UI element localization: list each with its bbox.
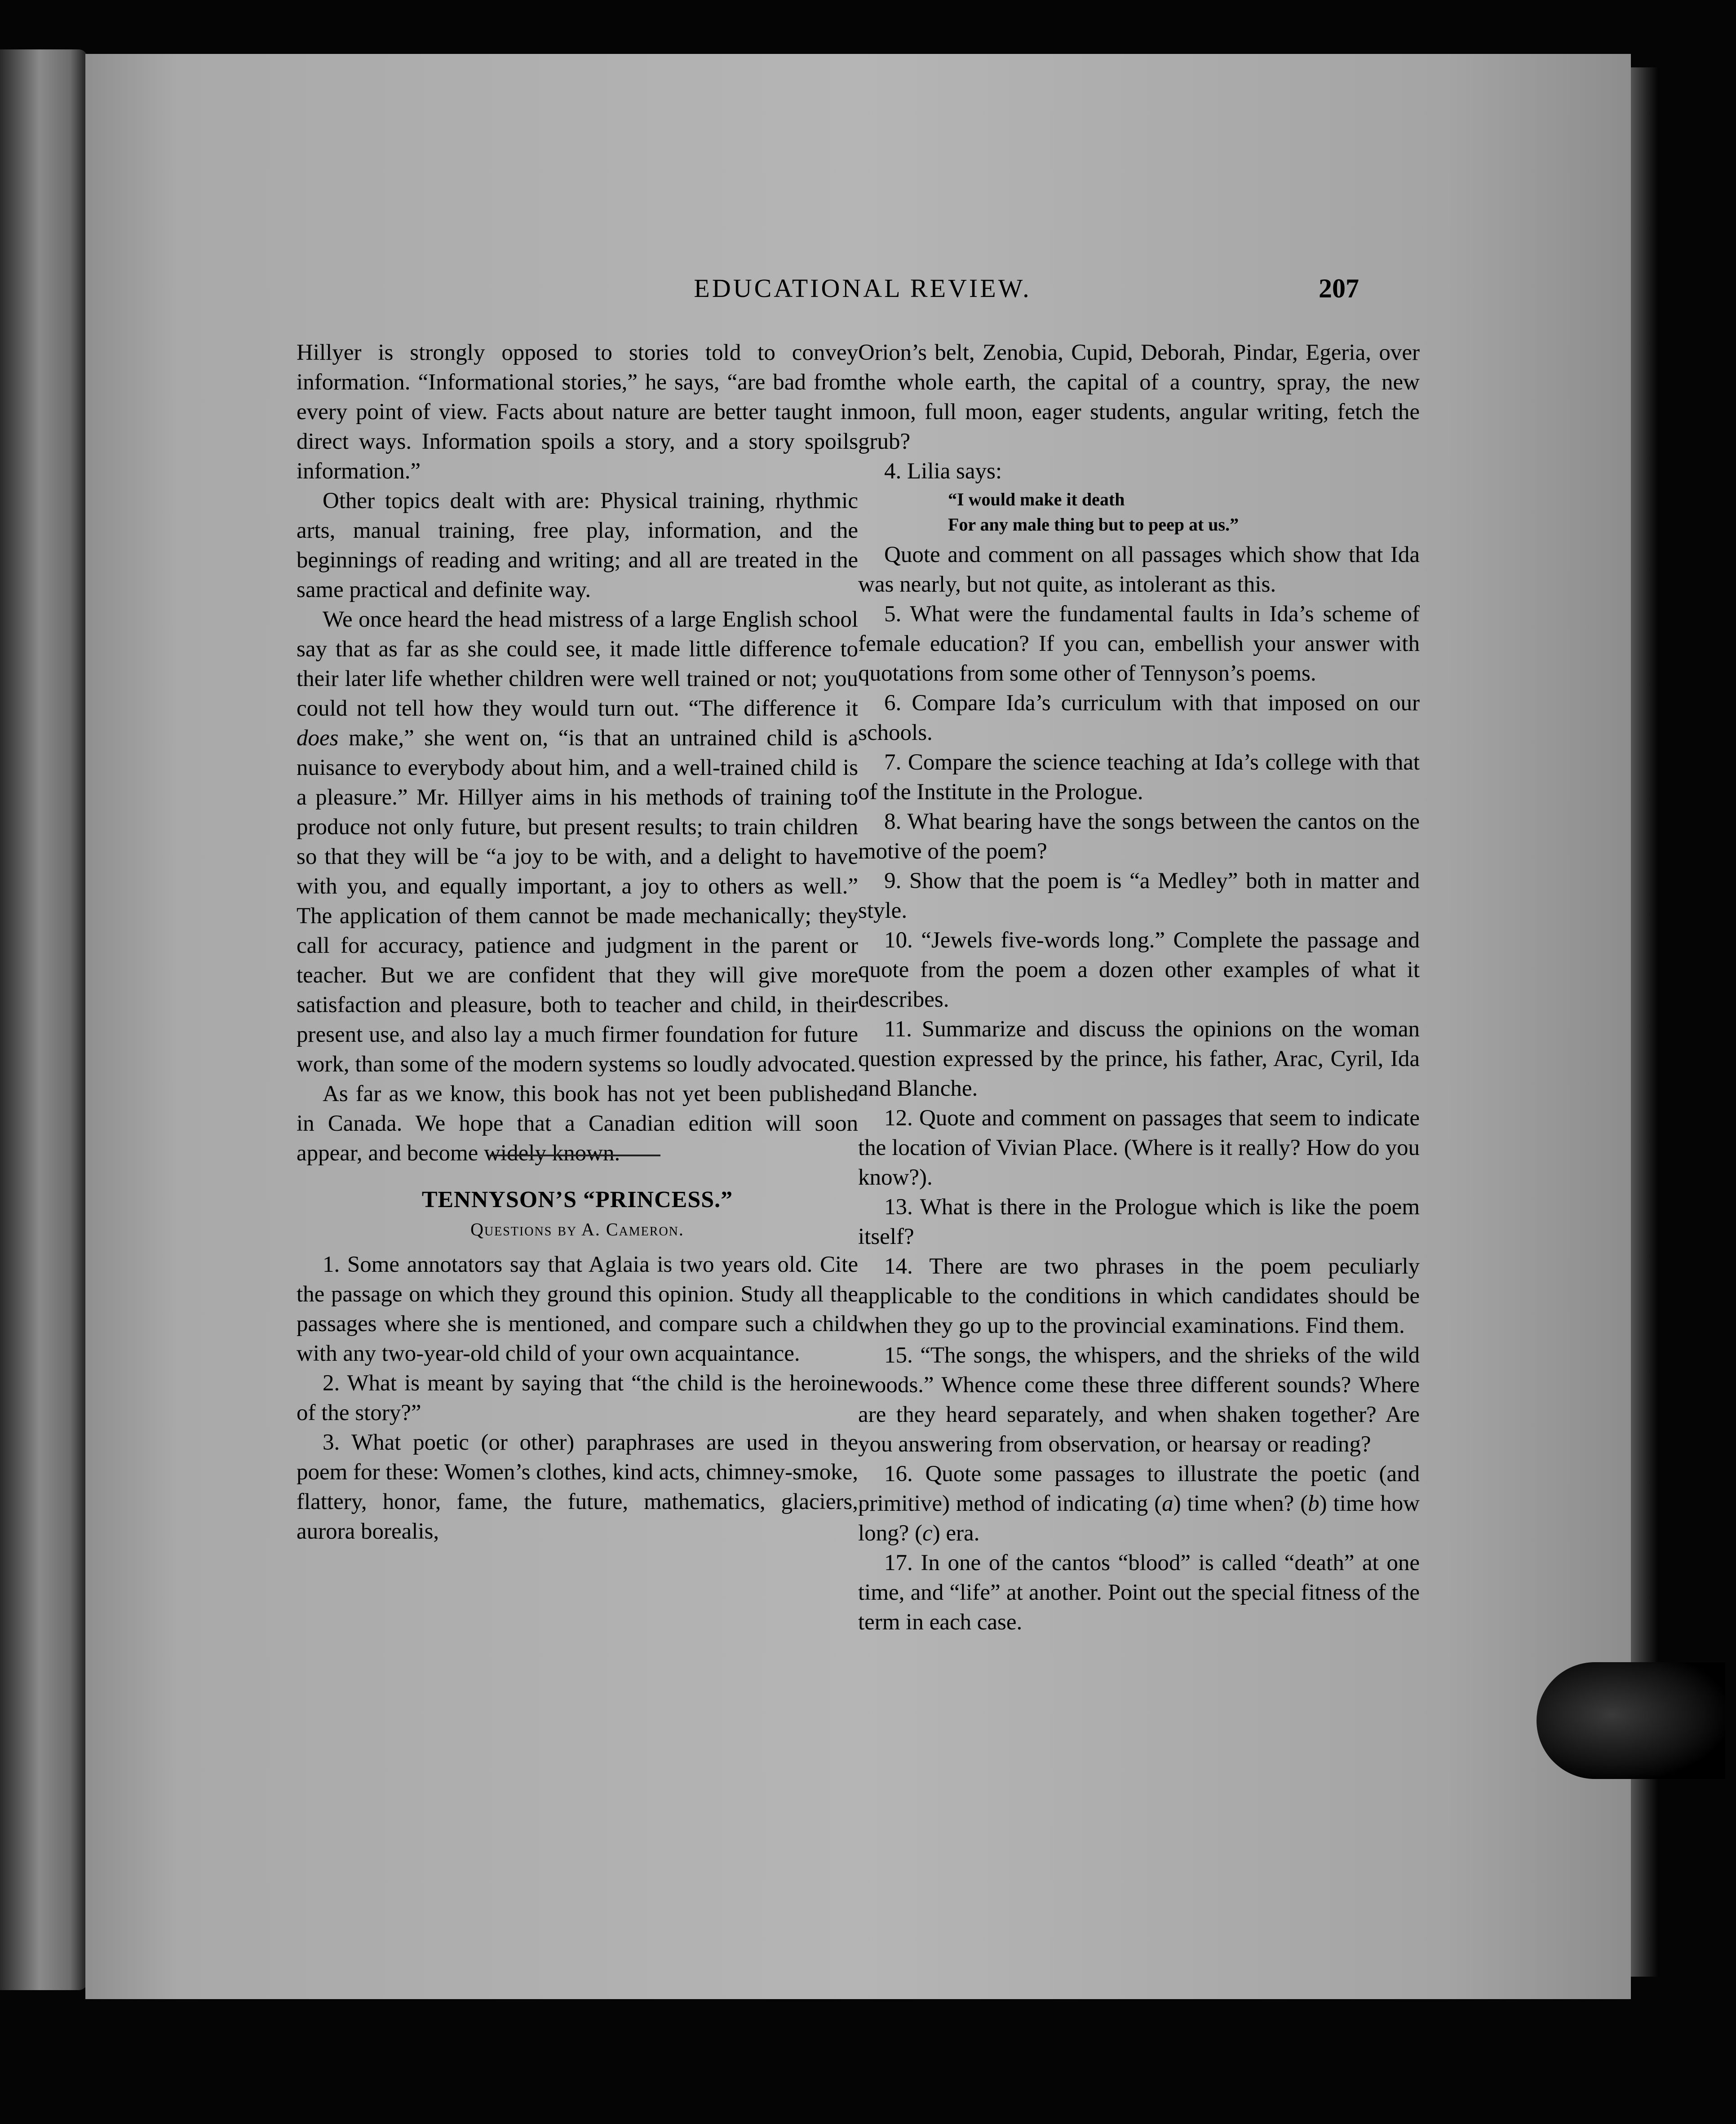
question: 11. Summarize and discuss the opinions on the woman question expressed by the prince, his father, Arac, Cyril, Ida and Blanche. bbox=[858, 1017, 1420, 1101]
left-column bbox=[297, 338, 858, 1546]
byline-text: Questions by A. Cameron. bbox=[470, 1219, 684, 1239]
question: 6. Compare Ida’s curriculum with that imposed on our schools. bbox=[858, 690, 1420, 745]
question-continued: Quote and comment on all passages which show that Ida was nearly, but not quite, as intolerant as this. bbox=[858, 542, 1420, 597]
paragraph: As far as we know, this book has not yet been published in Canada. We hope that a Canadian edition will soon appear, and become widely known. bbox=[297, 1081, 858, 1166]
question: 10. “Jewels five-words long.” Complete the passage and quote from the poem a dozen other examples of what it describes. bbox=[858, 928, 1420, 1012]
paragraph: Hillyer is strongly opposed to stories told to convey information. “Informational stories,” he says, “are bad from every point of view. Facts about nature are better taught in direct ways. Information spoils a story, and a story spoils information.” bbox=[297, 340, 858, 484]
question: 17. In one of the cantos “blood” is called “death” at one time, and “life” at another. Point out the special fitness of the term in each case. bbox=[858, 1550, 1420, 1635]
question: 7. Compare the science teaching at Ida’s college with that of the Institute in the Prologue. bbox=[858, 750, 1420, 805]
emphasis: a bbox=[1162, 1491, 1174, 1516]
text-run: ) era. bbox=[932, 1521, 980, 1546]
question: 1. Some annotators say that Aglaia is two years old. Cite the passage on which they ground this opinion. Study all the passages where she is mentioned, and compare such a child with any two-year-old child of your own acquaintance. bbox=[297, 1252, 858, 1366]
section-rule bbox=[490, 1155, 660, 1156]
question: 9. Show that the poem is “a Medley” both in matter and style. bbox=[858, 868, 1420, 923]
verse-line: “I would make it death bbox=[948, 489, 1125, 509]
right-column bbox=[858, 338, 1420, 1637]
emphasis: b bbox=[1308, 1491, 1320, 1516]
text-run: make,” she went on, “is that an untrained child is a nuisance to everybody about him, and a well-trained child is a pleasure.” Mr. Hillyer aims in his methods of training to produce not only future, but present results; to train children so that they will be “a joy to be with, and a delight to have with you, and equally important, a joy to others as well.” The application of them cannot be made mechanically; they call for accuracy, patience and judgment in the parent or teacher. But we are confident that they will give more satisfaction and pleasure, both to teacher and child, in their present use, and also lay a much firmer foundation for future work, than some of the modern systems so loudly advocated. bbox=[297, 726, 858, 1077]
verse-line: For any male thing but to peep at us.” bbox=[948, 514, 1239, 535]
byline bbox=[297, 1215, 858, 1244]
left-page-edge bbox=[0, 49, 88, 1990]
question: 15. “The songs, the whispers, and the shrieks of the wild woods.” Whence come these three different sounds? Where are they heard separately, and when shaken together? Are you answering from observation, or hearsay or reading? bbox=[858, 1343, 1420, 1457]
question: 5. What were the fundamental faults in Ida’s scheme of female education? If you can, embellish your answer with quotations from some other of Tennyson’s poems. bbox=[858, 602, 1420, 686]
text-run: ) time how long? ( bbox=[858, 1491, 1420, 1546]
section-title: TENNYSON’S “PRINCESS.” bbox=[421, 1187, 733, 1212]
question: 4. Lilia says: bbox=[884, 459, 1002, 484]
text-run: We once heard the head mistress of a large English school say that as far as she could see, it made little difference to their later life whether children were well trained or not; you could not tell how they would turn out. “The difference it bbox=[297, 607, 858, 721]
running-head: EDUCATIONAL REVIEW. bbox=[694, 274, 1032, 303]
thumb-shadow bbox=[1537, 1662, 1725, 1779]
page-number: 207 bbox=[1319, 274, 1359, 303]
question: 8. What bearing have the songs between the cantos on the motive of the poem? bbox=[858, 809, 1420, 864]
emphasis: c bbox=[922, 1521, 933, 1546]
question: 2. What is meant by saying that “the child is the heroine of the story?” bbox=[297, 1371, 858, 1425]
paragraph: Other topics dealt with are: Physical training, rhythmic arts, manual training, free play, information, and the beginnings of reading and writing; and all are treated in the same practical and definite way. bbox=[297, 488, 858, 602]
question-continued: Orion’s belt, Zenobia, Cupid, Deborah, Pindar, Egeria, over the whole earth, the capital of a country, spray, the new moon, full moon, eager students, angular writing, fetch the grub? bbox=[858, 340, 1420, 454]
question: 12. Quote and comment on passages that seem to indicate the location of Vivian Place. (Where is it really? How do you know?). bbox=[858, 1106, 1420, 1190]
question bbox=[858, 1459, 1420, 1548]
text-run: 16. Quote some passages to illustrate the poetic (and primitive) method of indicating ( bbox=[858, 1461, 1420, 1516]
question: 13. What is there in the Prologue which is like the poem itself? bbox=[858, 1195, 1420, 1249]
verse-quote bbox=[948, 487, 1420, 537]
question: 14. There are two phrases in the poem peculiarly applicable to the conditions in which candidates should be when they go up to the provincial examinations. Find them. bbox=[858, 1254, 1420, 1338]
paragraph bbox=[297, 605, 858, 1079]
text-run: ) time when? ( bbox=[1173, 1491, 1308, 1516]
question: 3. What poetic (or other) paraphrases are used in the poem for these: Women’s clothes, kind acts, chimney-smoke, flattery, honor, fame, the future, mathematics, glaciers, aurora borealis, bbox=[297, 1430, 858, 1544]
emphasis: does bbox=[297, 726, 339, 751]
